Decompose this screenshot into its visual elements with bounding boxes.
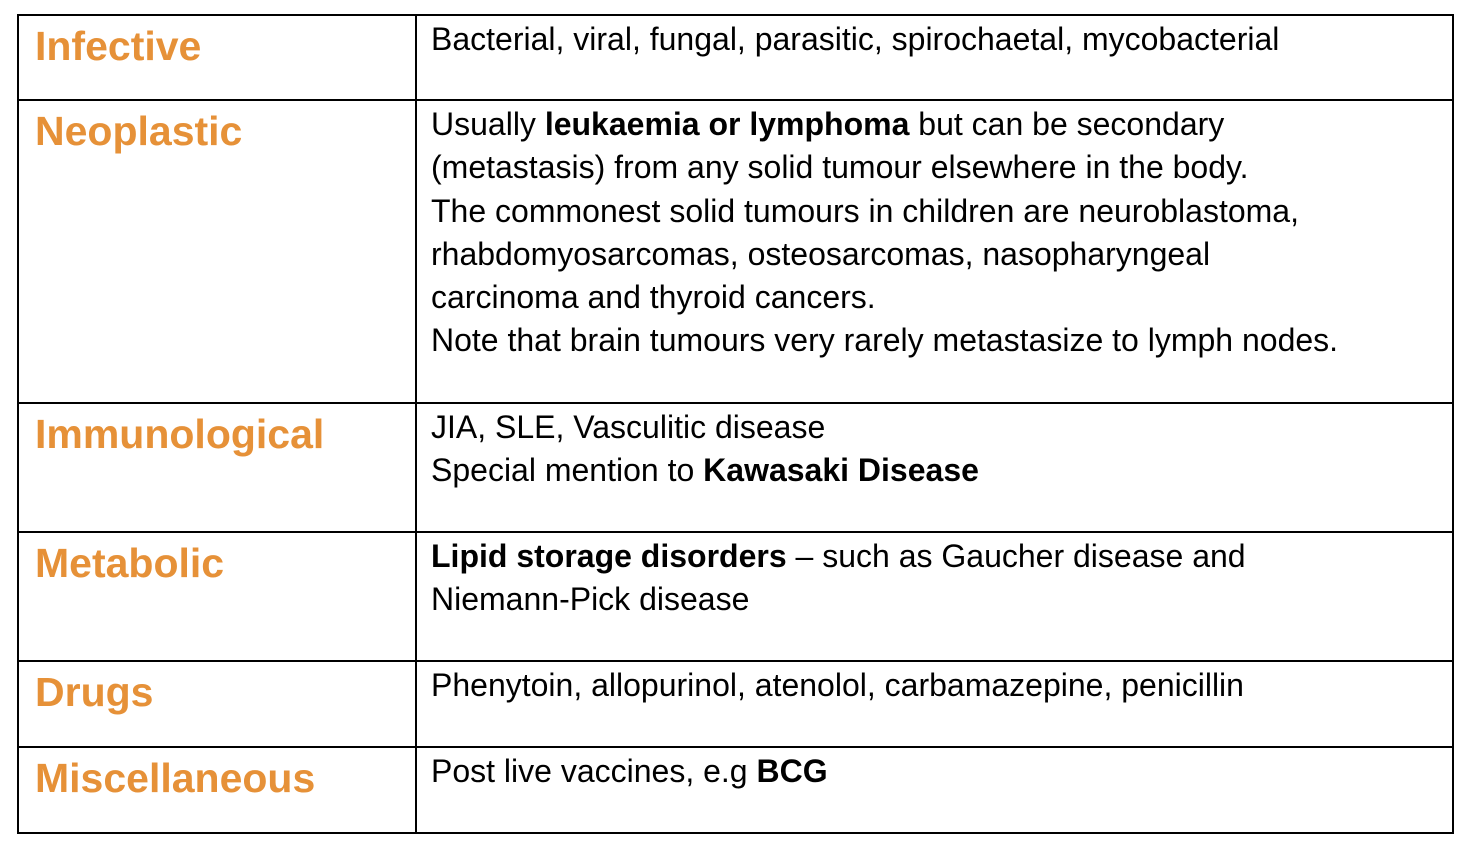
bold-term: Lipid storage disorders — [431, 538, 787, 574]
category-cell — [18, 532, 416, 661]
table-row-metabolic — [18, 532, 1453, 661]
table-row-immunological — [18, 403, 1453, 532]
category-cell — [18, 661, 416, 747]
causes-table — [17, 14, 1454, 834]
category-cell — [18, 15, 416, 100]
description-cell — [416, 403, 1453, 532]
category-cell — [18, 100, 416, 403]
category-label: Immunological — [35, 411, 325, 457]
category-label: Metabolic — [35, 540, 225, 586]
description-line: Niemann-Pick disease — [431, 581, 750, 618]
description-line: Phenytoin, allopurinol, atenolol, carbamazepine, penicillin — [431, 667, 1244, 703]
description-line: carcinoma and thyroid cancers. — [431, 279, 876, 316]
description-line: Lipid storage disorders – such as Gaucher disease and — [431, 538, 1246, 574]
category-label: Neoplastic — [35, 108, 243, 154]
category-label: Drugs — [35, 669, 154, 715]
table-row-infective — [18, 15, 1453, 100]
description-line: JIA, SLE, Vasculitic disease — [431, 409, 826, 445]
bold-term: BCG — [756, 753, 828, 789]
description-line: The commonest solid tumours in children are neuroblastoma, — [431, 192, 1299, 229]
table-row-neoplastic — [18, 100, 1453, 403]
description-cell — [416, 661, 1453, 747]
description-line: Bacterial, viral, fungal, parasitic, spirochaetal, mycobacterial — [431, 21, 1280, 57]
bold-term: Kawasaki Disease — [703, 452, 979, 489]
bold-term: leukaemia or lymphoma — [544, 106, 910, 142]
description-line: Usually leukaemia or lymphoma but can be secondary — [431, 106, 1225, 142]
description-cell — [416, 100, 1453, 403]
table-row-miscellaneous — [18, 747, 1453, 833]
category-cell — [18, 403, 416, 532]
description-line: rhabdomyosarcomas, osteosarcomas, nasopharyngeal — [431, 235, 1211, 272]
description-line: Special mention to Kawasaki Disease — [431, 452, 979, 489]
category-label: Infective — [35, 23, 202, 69]
description-line: Note that brain tumours very rarely metastasize to lymph nodes. — [431, 322, 1339, 359]
description-cell — [416, 15, 1453, 100]
description-line: (metastasis) from any solid tumour elsewhere in the body. — [431, 149, 1249, 186]
description-line: Post live vaccines, e.g BCG — [431, 753, 828, 789]
description-cell — [416, 532, 1453, 661]
description-cell — [416, 747, 1453, 833]
category-label: Miscellaneous — [35, 755, 316, 801]
category-cell — [18, 747, 416, 833]
table-row-drugs — [18, 661, 1453, 747]
